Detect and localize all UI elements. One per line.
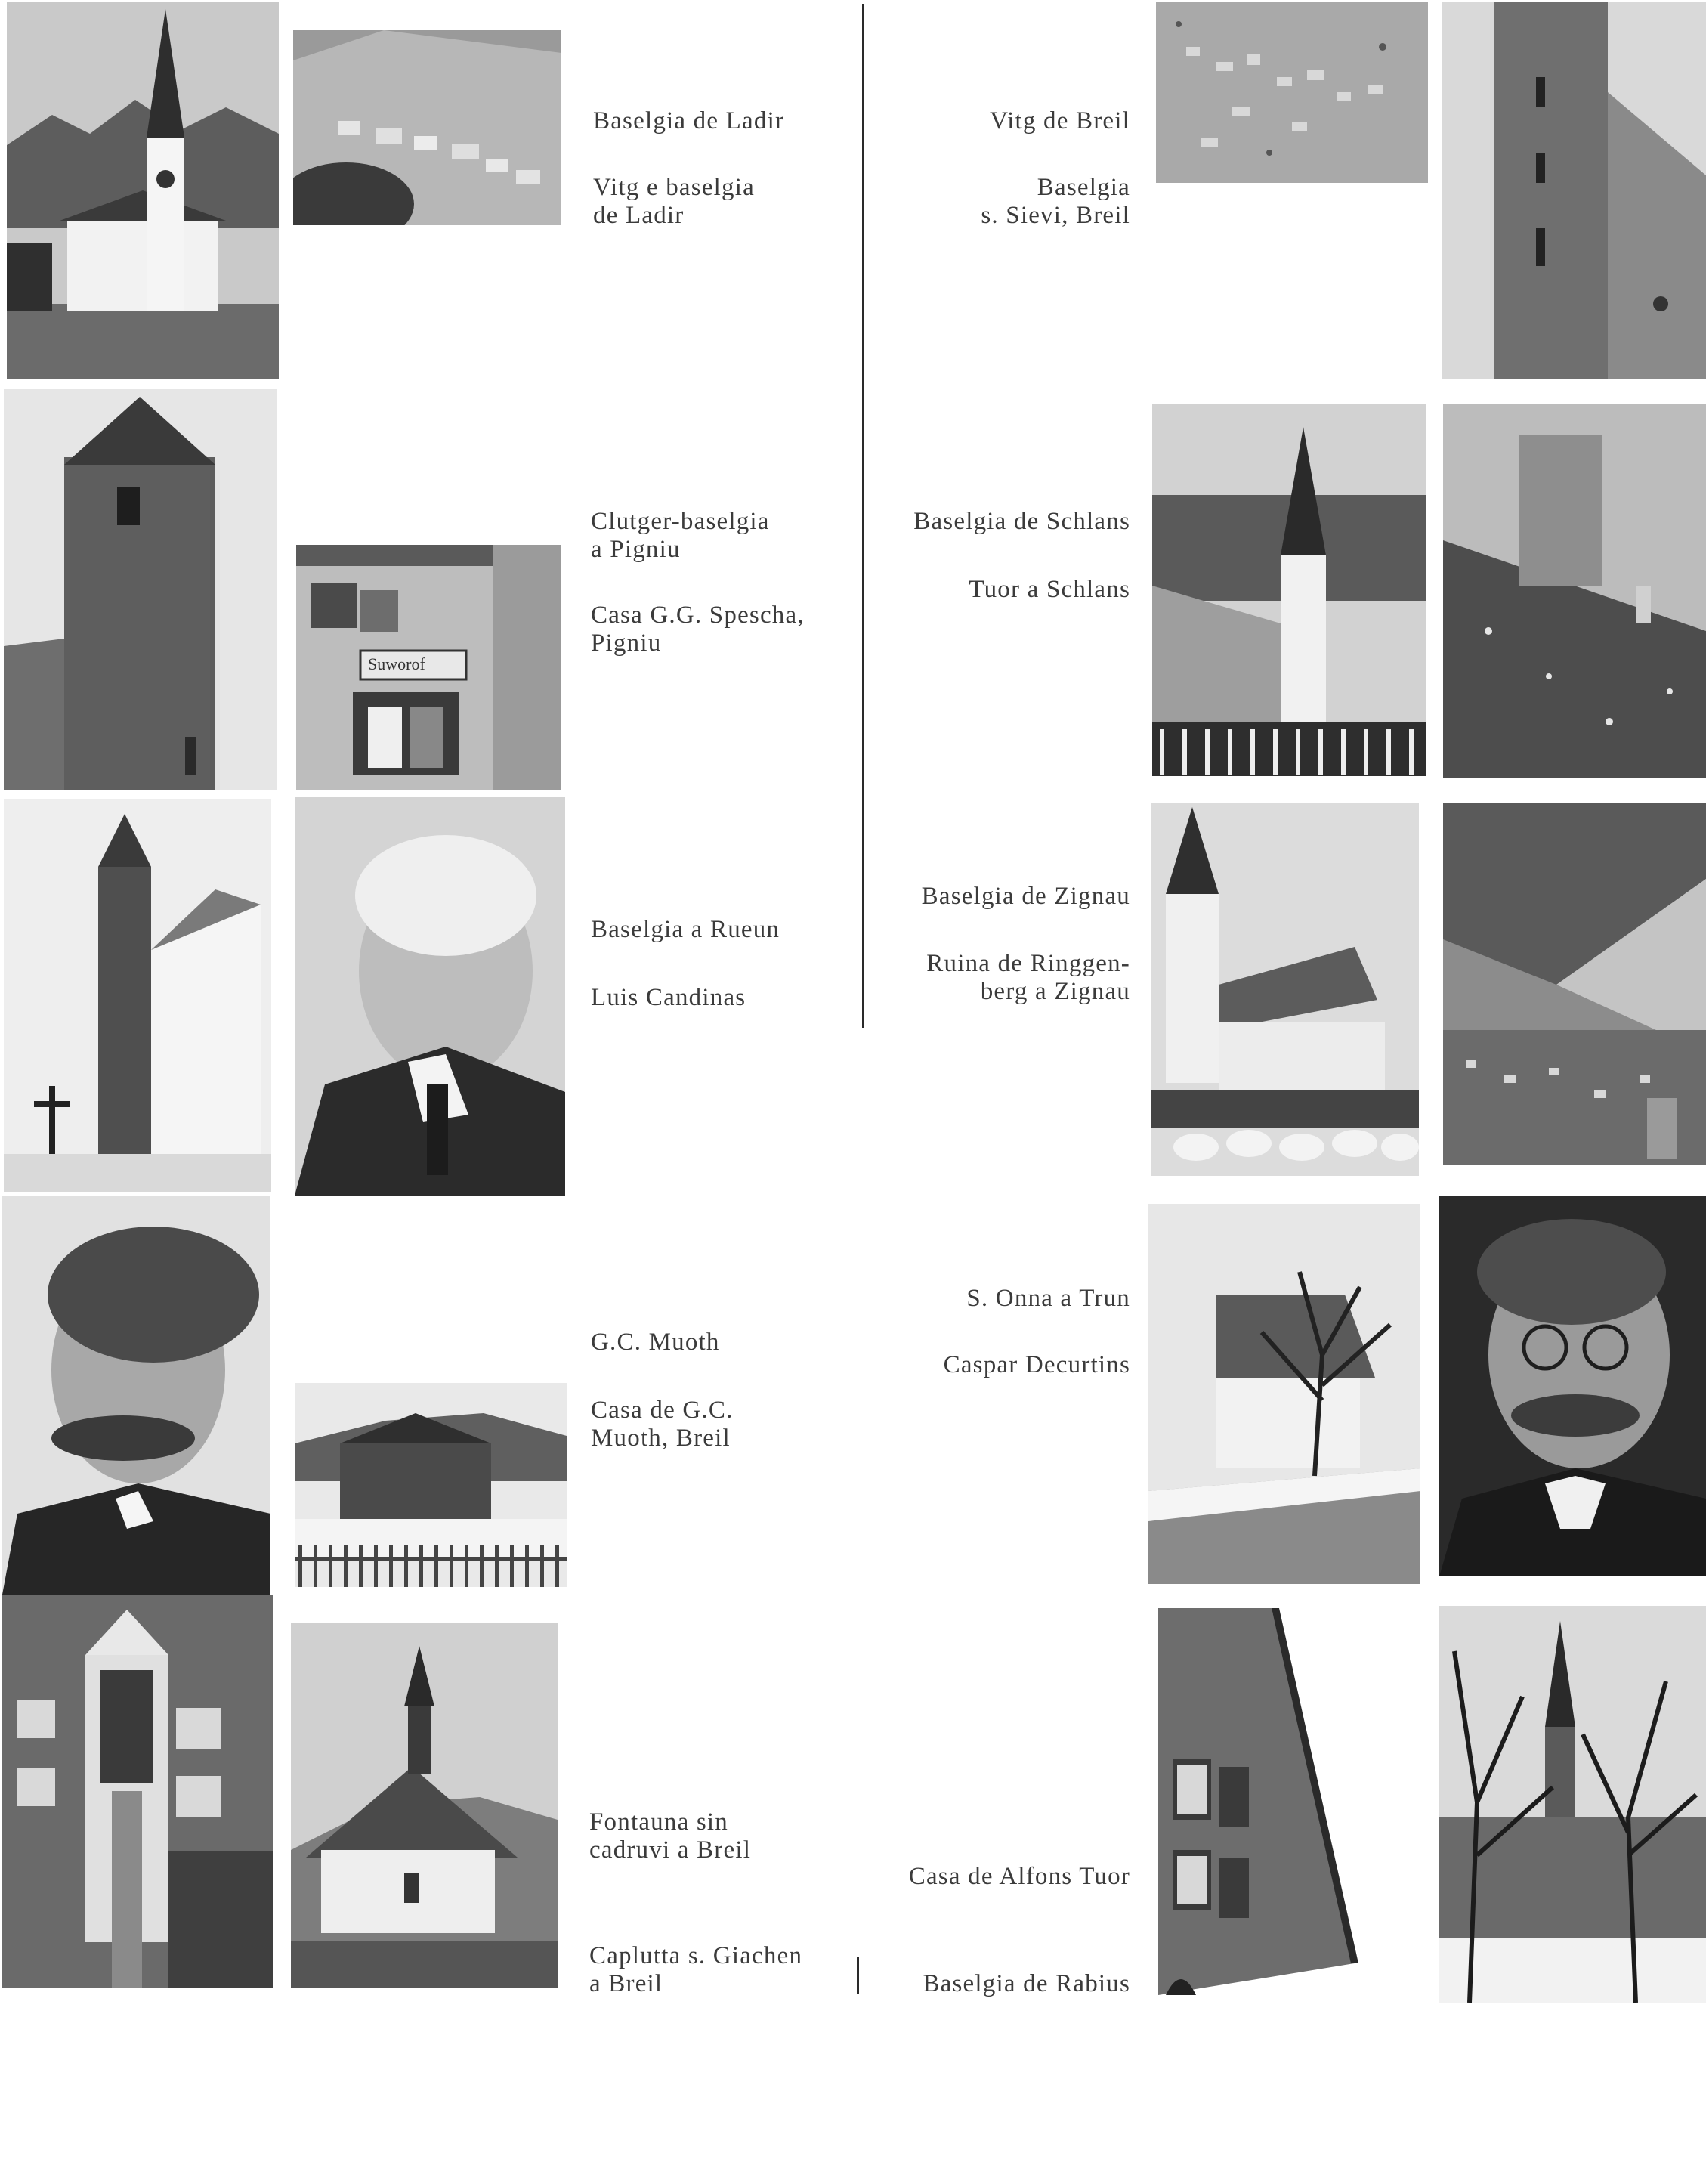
column-divider-upper xyxy=(862,4,864,1028)
caption-candinas: Luis Candinas xyxy=(591,984,746,1011)
caption-schlans-church: Baselgia de Schlans xyxy=(913,508,1130,535)
caption-muoth-house-line1: Casa de G.C. xyxy=(591,1397,734,1424)
caption-giachen-line2: a Breil xyxy=(589,1970,663,1997)
ringgenberg-photo xyxy=(1443,803,1706,1165)
caption-ladir-village-line2: de Ladir xyxy=(593,202,685,229)
column-divider-lower xyxy=(857,1957,859,1994)
caption-giachen-line1: Caplutta s. Giachen xyxy=(589,1942,803,1969)
caption-muoth-house-line2: Muoth, Breil xyxy=(591,1425,731,1452)
spescha-house-photo xyxy=(296,545,561,790)
caption-ladir-church: Baselgia de Ladir xyxy=(593,107,785,135)
caption-ringgenberg-line2: berg a Zignau xyxy=(980,978,1130,1005)
caption-zignau-church: Baselgia de Zignau xyxy=(921,883,1130,910)
caption-spescha-line2: Pigniu xyxy=(591,630,662,657)
ladir-village-photo xyxy=(293,30,561,225)
rueun-church-photo xyxy=(4,799,271,1192)
fountain-photo xyxy=(2,1595,273,1988)
tuor-house-photo xyxy=(1151,1608,1417,1995)
caption-rueun-church: Baselgia a Rueun xyxy=(591,916,780,943)
caption-spescha-line1: Casa G.G. Spescha, xyxy=(591,602,805,629)
rabius-church-photo xyxy=(1439,1606,1706,2003)
caption-pigniu-church-line2: a Pigniu xyxy=(591,536,681,563)
muoth-portrait-photo xyxy=(2,1196,270,1595)
pigniu-tower-photo xyxy=(4,389,277,790)
muoth-house-photo xyxy=(295,1383,567,1587)
sievi-tower-photo xyxy=(1442,2,1706,379)
caption-rabius: Baselgia de Rabius xyxy=(923,1970,1130,1997)
caption-muoth: G.C. Muoth xyxy=(591,1329,720,1356)
caption-breil-village: Vitg de Breil xyxy=(990,107,1130,135)
caption-ringgenberg-line1: Ruina de Ringgen- xyxy=(926,950,1130,977)
suworof-sign-text: Suworof xyxy=(368,654,425,673)
caption-tuor-house: Casa de Alfons Tuor xyxy=(908,1863,1130,1890)
onna-trun-photo xyxy=(1148,1204,1420,1584)
caption-pigniu-church-line1: Clutger-baselgia xyxy=(591,508,770,535)
caption-sievi-line2: s. Sievi, Breil xyxy=(981,202,1130,229)
caption-decurtins: Caspar Decurtins xyxy=(943,1351,1130,1378)
caption-sievi-line1: Baselgia xyxy=(1037,174,1130,201)
caption-ladir-village-line1: Vitg e baselgia xyxy=(593,174,755,201)
zignau-church-photo xyxy=(1151,803,1419,1176)
ladir-church-photo xyxy=(7,2,279,379)
caption-fountain-line1: Fontauna sin xyxy=(589,1808,728,1836)
decurtins-portrait-photo xyxy=(1439,1196,1706,1576)
breil-village-photo xyxy=(1156,2,1428,183)
candinas-portrait-photo xyxy=(295,797,565,1196)
giachen-chapel-photo xyxy=(291,1623,558,1988)
caption-fountain-line2: cadruvi a Breil xyxy=(589,1836,752,1864)
caption-onna: S. Onna a Trun xyxy=(966,1285,1130,1312)
caption-schlans-tower: Tuor a Schlans xyxy=(969,576,1130,603)
schlans-tower-photo xyxy=(1443,404,1706,778)
schlans-church-photo xyxy=(1152,404,1426,776)
